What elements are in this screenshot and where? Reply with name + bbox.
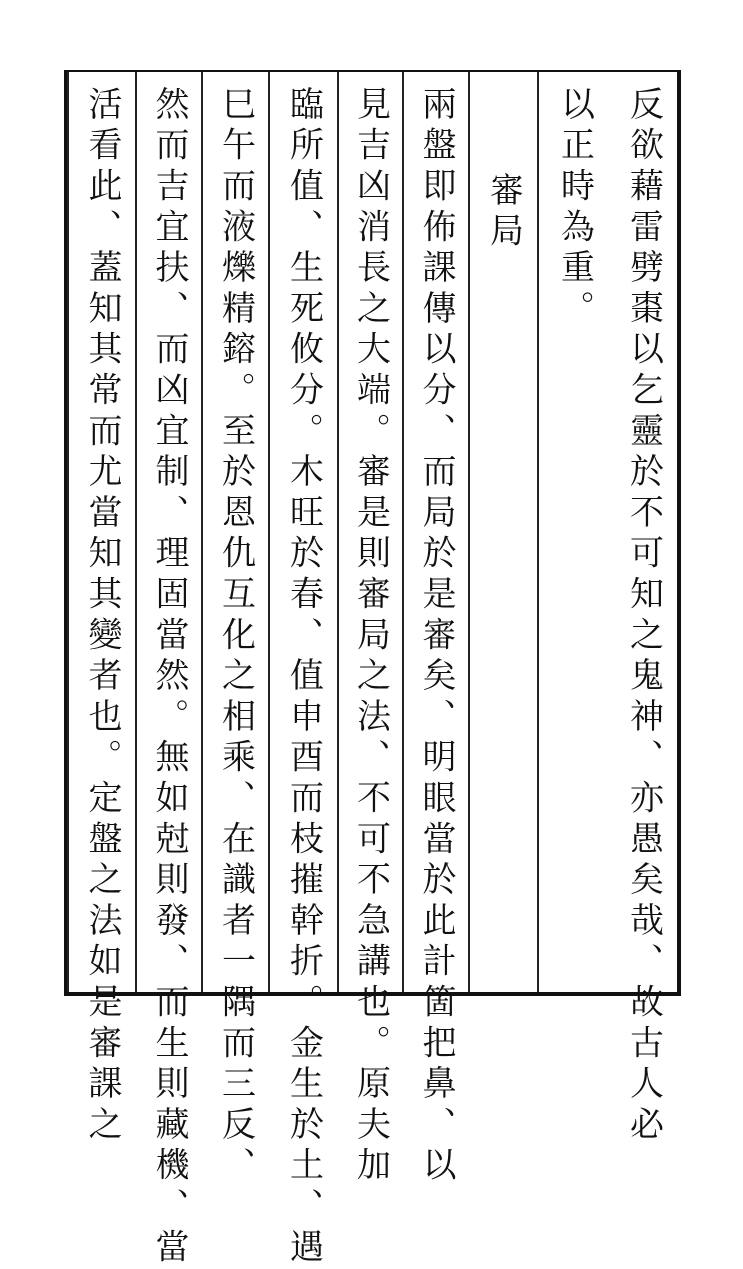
text-column-4: [402, 72, 468, 1188]
column-text: 見吉凶消長之大端。審是則審局之法、不可不急講也。原夫加: [350, 86, 391, 1188]
text-column-5: [337, 72, 402, 1188]
ruled-text-frame: [64, 70, 681, 1269]
section-heading: 審局: [483, 172, 524, 254]
text-column-7: [201, 72, 268, 1188]
text-column-9: [67, 72, 135, 1147]
column-text: 活看此、蓋知其常而尤當知其變者也。定盤之法如是審課之: [82, 86, 122, 1147]
column-text: 兩盤即佈課傳以分、而局於是審矣、明眼當於此計箇把鼻、以: [416, 86, 456, 1188]
text-column-2: [537, 72, 610, 992]
text-column-8: [135, 72, 201, 1269]
text-column-1: [610, 72, 677, 1147]
column-text: 以正時為重。: [554, 86, 595, 331]
column-text: 巳午而液爍精鎔。至於恩仇互化之相乘、在識者一隅而三反、: [215, 86, 256, 1188]
section-heading-column: [468, 72, 537, 992]
column-text: 然而吉宜扶、而凶宜制、理固當然。無如尅則發、而生則藏機、當: [149, 86, 189, 1269]
column-text: 臨所值、生死攸分。木旺於春、值申酉而枝摧幹折。金生於土、遇: [283, 86, 324, 1269]
text-column-6: [268, 72, 337, 1269]
column-text: 反欲藉雷劈棗以乞靈於不可知之鬼神、亦愚矣哉、故古人必: [623, 86, 664, 1147]
